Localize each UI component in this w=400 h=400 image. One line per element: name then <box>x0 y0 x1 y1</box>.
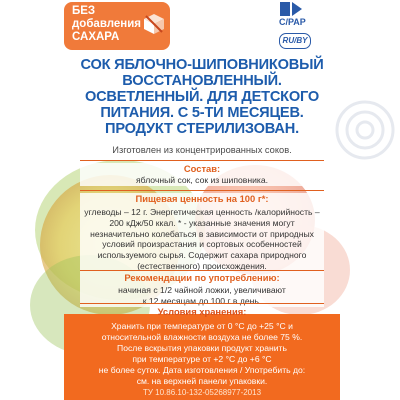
nutrition-section <box>80 193 324 272</box>
section-divider <box>80 160 324 161</box>
title-line: ОСВЕТЛЕННЫЙ. ДЛЯ ДЕТСКОГО <box>84 89 320 105</box>
no-added-sugar-badge <box>64 2 170 50</box>
product-title <box>64 57 340 137</box>
ru-by-mark: RU/BY <box>279 33 311 49</box>
composition-text: яблочный сок, сок из шиповника. <box>136 175 268 185</box>
title-line: СОК ЯБЛОЧНО-ШИПОВНИКОВЫЙ <box>80 57 324 73</box>
badge-line: добавления <box>72 18 142 30</box>
title-line: ПИТАНИЯ. С 5-ТИ МЕСЯЦЕВ. <box>100 105 304 121</box>
nutrition-line: используемого сырья. Содержит сахара природного <box>97 250 307 261</box>
nutrition-line: углеводы – 12 г. Энергетическая ценность /калорийность – <box>84 207 320 217</box>
tu-standard-code: ТУ 10.86.10-132-05268977-2013 <box>142 388 262 397</box>
storage-line: при температуре от +2 °С до +6 °С <box>132 354 272 364</box>
storage-line: Хранить при температуре от 0 °С до +25 °С и <box>111 321 293 331</box>
badge-line: БЕЗ <box>72 5 96 17</box>
recycle-arrows-icon <box>280 2 302 16</box>
sugar-cube-icon <box>142 12 166 36</box>
storage-header: Условия хранения: <box>157 306 247 317</box>
badge-line: САХАРА <box>72 31 120 43</box>
storage-line: относительной влажности воздуха не более 75 %. <box>101 332 303 342</box>
nutrition-header: Пищевая ценность на 100 г*: <box>135 193 269 204</box>
nutrition-text <box>80 207 324 272</box>
composition-section <box>80 163 324 186</box>
c-pap-mark: С/РАР <box>279 17 306 27</box>
title-line: ПРОДУКТ СТЕРИЛИЗОВАН. <box>105 121 299 137</box>
nutrition-line: 200 кДж/50 ккал. * - указанные значения могут <box>109 217 295 228</box>
made-from-note: Изготовлен из концентрированных соков. <box>112 145 292 155</box>
section-divider <box>80 190 324 191</box>
composition-header: Состав: <box>183 163 221 174</box>
recommendations-section <box>80 272 324 307</box>
nutrition-line: незначительно колебаться в зависимости от природных <box>90 228 314 239</box>
section-divider <box>80 270 324 271</box>
title-line: ВОССТАНОВЛЕННЫЙ. <box>122 73 282 89</box>
nutrition-line: (естественного) происхождения. <box>137 260 267 271</box>
storage-line: не более суток. Дата изготовления / Употребить до: <box>98 365 306 375</box>
storage-line: После вскрытия упаковки продукт хранить <box>117 343 287 353</box>
recommendations-header: Рекомендации по употреблению: <box>124 272 280 283</box>
storage-text <box>64 321 340 387</box>
recommendations-line: начиная с 1/2 чайной ложки, увеличивают <box>118 285 286 295</box>
storage-line: см. на верхней панели упаковки. <box>136 376 268 386</box>
nutrition-line: условий произрастания и сортовых особенностей <box>102 239 302 250</box>
recommendations-line: к 12 месяцам до 100 г в день. <box>142 295 262 306</box>
section-divider <box>80 303 324 304</box>
